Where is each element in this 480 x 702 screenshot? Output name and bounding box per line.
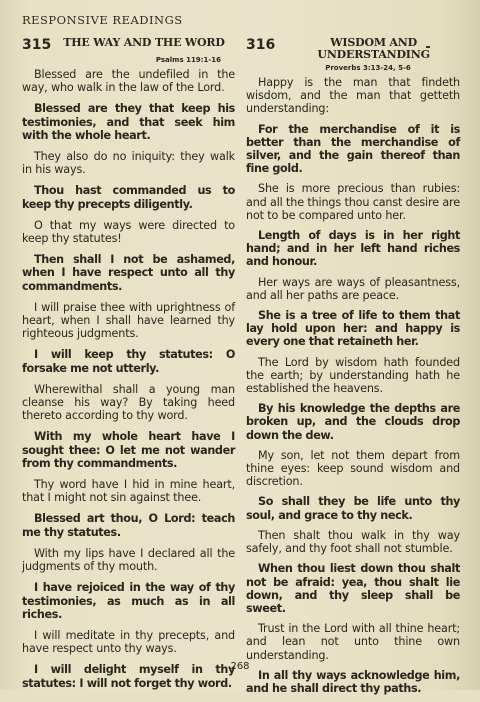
leader-verse: Trust in the Lord with all thine heart; and lean not unto thine own understanding.	[246, 622, 460, 662]
response-verse: In all thy ways acknowledge him, and he shall direct thy paths.	[246, 668, 460, 695]
reading-header	[22, 37, 235, 53]
leader-verse: Thy word have I hid in mine heart, that I might not sin against thee.	[22, 478, 235, 505]
response-verse: I have rejoiced in the way of thy testimonies, as much as in all riches.	[22, 581, 235, 621]
verse-list	[246, 76, 460, 695]
reading-316	[246, 37, 460, 702]
response-verse: Blessed are they that keep his testimonies, and that seek him with the whole heart.	[22, 102, 235, 142]
leader-verse: Her ways are ways of pleasantness, and all her paths are peace.	[246, 275, 460, 302]
scripture-reference: Psalms 119:1-16	[155, 56, 221, 64]
reading-number: 315	[22, 37, 52, 53]
verse-list	[22, 68, 235, 690]
running-head: RESPONSIVE READINGS	[22, 13, 183, 27]
reading-header	[246, 37, 460, 61]
leader-verse: Wherewithal shall a young man cleanse his way? By taking heed thereto according to thy word.	[22, 382, 235, 423]
reading-315	[22, 37, 235, 698]
response-verse: For the merchandise of it is better than the merchandise of silver, and the gain thereof than fine gold.	[246, 122, 460, 176]
response-verse: So shall they be life unto thy soul, and grace to thy neck.	[246, 495, 460, 522]
reading-title: THE WAY AND THE WORD	[63, 36, 225, 49]
leader-verse: I will praise thee with uprightness of heart, when I shall have learned thy righteous judgments.	[22, 300, 235, 341]
response-verse: Thou hast commanded us to keep thy precepts diligently.	[22, 184, 235, 211]
leader-verse: I will meditate in thy precepts, and have respect unto thy ways.	[22, 628, 235, 656]
leader-verse: Blessed are the undefiled in the way, who walk in the law of the Lord.	[22, 68, 235, 95]
reading-number: 316	[246, 37, 276, 53]
reading-title-line: WISDOM AND	[330, 36, 417, 49]
leader-verse: The Lord by wisdom hath founded the earth; by understanding hath he established the heavens.	[246, 355, 460, 396]
response-verse: When thou liest down thou shalt not be afraid: yea, thou shalt lie down, and thy sleep shall be sweet.	[246, 562, 460, 615]
leader-verse: Then shalt thou walk in thy way safely, and thy foot shall not stumble.	[246, 528, 460, 556]
response-verse: By his knowledge the depths are broken up, and the clouds drop down the dew.	[246, 402, 460, 442]
leader-verse: Happy is the man that findeth wisdom, and the man that getteth understanding:	[246, 76, 460, 116]
response-verse: With my whole heart have I sought thee: O let me not wander from thy commandments.	[22, 430, 235, 470]
reading-title	[287, 37, 460, 61]
leader-verse: With my lips have I declared all the judgments of thy mouth.	[22, 546, 235, 574]
leader-verse: My son, let not them depart from thine eyes: keep sound wisdom and discretion.	[246, 448, 460, 489]
response-verse: Length of days is in her right hand; and in her left hand riches and honour.	[246, 229, 460, 269]
response-verse: I will delight myself in thy statutes: I will not forget thy word.	[22, 663, 235, 690]
scripture-reference: Proverbs 3:13-24, 5-6	[325, 64, 411, 72]
response-verse: Blessed art thou, O Lord: teach me thy statutes.	[22, 512, 235, 539]
response-verse: She is a tree of life to them that lay hold upon her: and happy is every one that retaineth her.	[246, 309, 460, 349]
leader-verse: They also do no iniquity: they walk in his ways.	[22, 150, 235, 177]
response-verse: Then shall I not be ashamed, when I have respect unto all thy commandments.	[22, 253, 235, 293]
page-number: 268	[230, 661, 250, 672]
leader-verse: She is more precious than rubies: and all the things thou canst desire are not to be compared unto her.	[246, 182, 460, 222]
leader-verse: O that my ways were directed to keep thy statutes!	[22, 218, 235, 246]
reading-title-line: UNDERSTANDING	[317, 48, 430, 61]
response-verse: I will keep thy statutes: O forsake me not utterly.	[22, 348, 235, 375]
